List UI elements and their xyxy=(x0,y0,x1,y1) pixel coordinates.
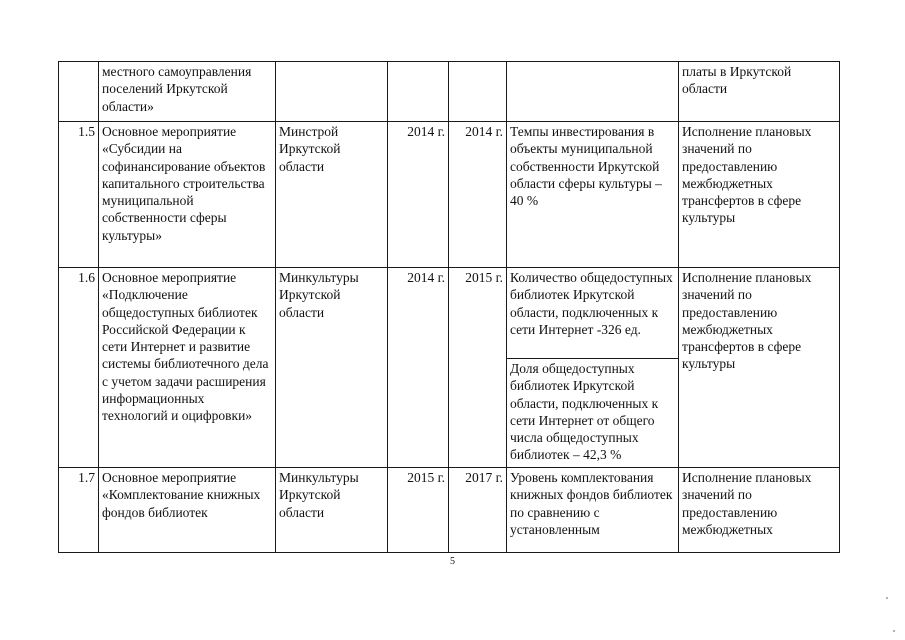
measure-name: местного самоуправления поселений Иркутской области» xyxy=(99,62,276,122)
table-row xyxy=(59,62,840,122)
responsible-executor: Минкультуры Иркутской области xyxy=(276,268,388,468)
target-indicator: Уровень комплектования книжных фондов библиотек по сравнению с установленным xyxy=(507,468,679,553)
target-indicator-2: Доля общедоступных библиотек Иркутской области, подключенных к сети Интернет от общего числа общедоступных библиотек – 42,3 % xyxy=(507,359,679,468)
measure-name: Основное мероприятие «Субсидии на софинансирование объектов капитального строительства муниципальной собственности сферы культуры» xyxy=(99,122,276,268)
start-year: 2015 г. xyxy=(388,468,449,553)
row-number: 1.5 xyxy=(59,122,99,268)
end-year: 2017 г. xyxy=(449,468,507,553)
end-year: 2014 г. xyxy=(449,122,507,268)
measures-table xyxy=(58,61,840,553)
scan-speck xyxy=(886,597,888,599)
table-row xyxy=(59,468,840,553)
start-year: 2014 г. xyxy=(388,122,449,268)
expected-result: платы в Иркутской области xyxy=(679,62,840,122)
table-row xyxy=(59,122,840,268)
measure-name: Основное мероприятие «Комплектование книжных фондов библиотек xyxy=(99,468,276,553)
end-year xyxy=(449,62,507,122)
start-year: 2014 г. xyxy=(388,268,449,468)
expected-result: Исполнение плановых значений по предоставлению межбюджетных xyxy=(679,468,840,553)
start-year xyxy=(388,62,449,122)
responsible-executor: Минстрой Иркутской области xyxy=(276,122,388,268)
table-row xyxy=(59,268,840,359)
expected-result: Исполнение плановых значений по предоставлению межбюджетных трансфертов в сфере культуры xyxy=(679,268,840,468)
target-indicator: Количество общедоступных библиотек Иркутской области, подключенных к сети Интернет -326 ед. xyxy=(507,268,679,359)
responsible-executor: Минкультуры Иркутской области xyxy=(276,468,388,553)
row-number xyxy=(59,62,99,122)
target-indicator xyxy=(507,62,679,122)
scan-speck xyxy=(893,630,895,632)
responsible-executor xyxy=(276,62,388,122)
row-number: 1.6 xyxy=(59,268,99,468)
target-indicator: Темпы инвестирования в объекты муниципальной собственности Иркутской области сферы культуры – 40 % xyxy=(507,122,679,268)
end-year: 2015 г. xyxy=(449,268,507,468)
expected-result: Исполнение плановых значений по предоставлению межбюджетных трансфертов в сфере культуры xyxy=(679,122,840,268)
row-number: 1.7 xyxy=(59,468,99,553)
page-number: 5 xyxy=(450,556,455,567)
measure-name: Основное мероприятие «Подключение общедоступных библиотек Российской Федерации к сети Интернет и развитие системы библиотечного дела с учетом задачи расширения информационных технологий и оцифровки» xyxy=(99,268,276,468)
